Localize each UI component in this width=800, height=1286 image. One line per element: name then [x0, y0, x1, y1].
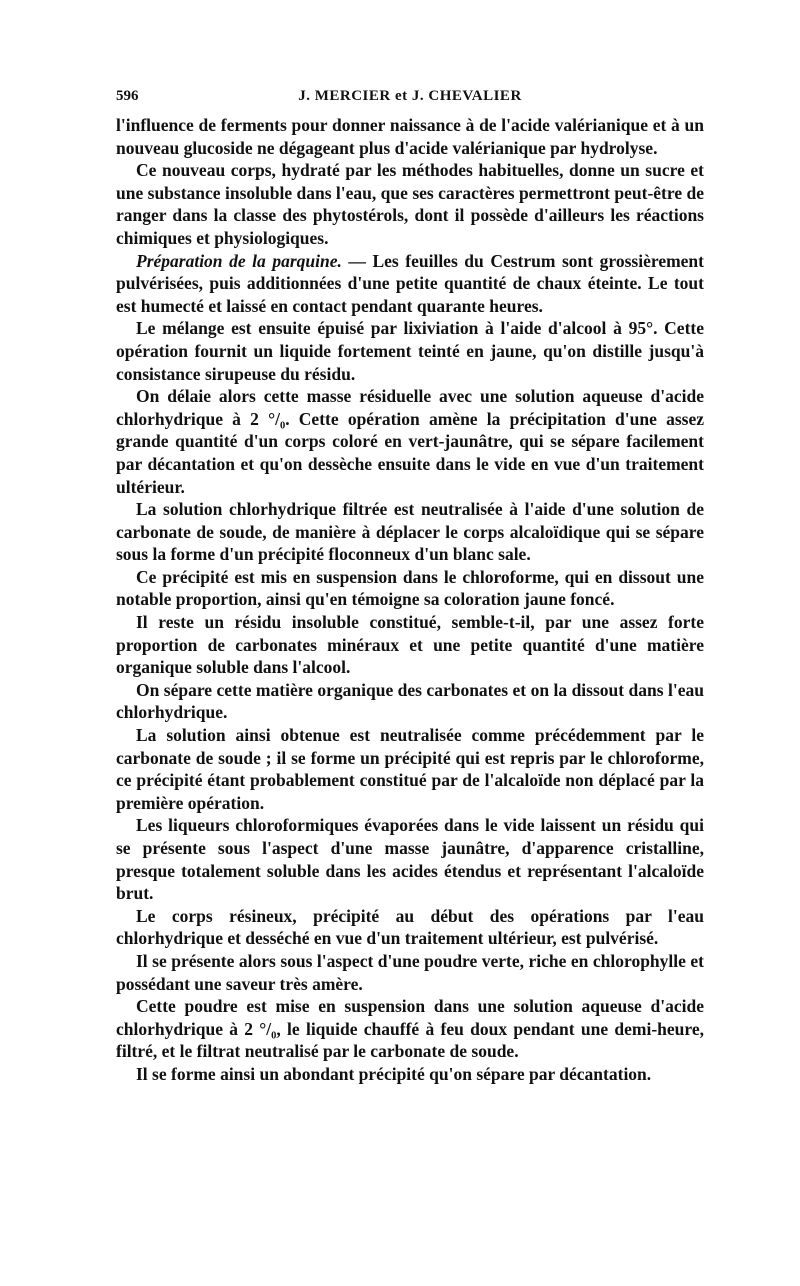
paragraph-15: [116, 1063, 704, 1086]
paragraph-text: l'influence de ferments pour donner naissance à de l'acide valérianique et à un nouveau glucoside ne dégageant plus d'acide valérianique par hydrolyse.: [116, 115, 704, 158]
paragraph-text: Le mélange est ensuite épuisé par lixiviation à l'aide d'alcool à 95°. Cette opération fournit un liquide fortement teinté en jaune, qu'on distille jusqu'à consistance sirupeuse du résidu.: [116, 318, 704, 384]
paragraph-4: [116, 317, 704, 385]
page-header: [116, 88, 704, 114]
paragraph-text: Cette poudre est mise en suspension dans une solution aqueuse d'acide chlorhydrique à 2 °/₀, le liquide chauffé à feu doux pendant une demi-heure, filtré, et le filtrat neutralisé par le carbonate de soude.: [116, 996, 704, 1062]
paragraph-2: [116, 159, 704, 249]
paragraph-14: [116, 995, 704, 1063]
paragraph-12: [116, 905, 704, 950]
page-number: 596: [116, 88, 139, 104]
paragraph-9: [116, 679, 704, 724]
paragraph-text: Il reste un résidu insoluble constitué, semble-t-il, par une assez forte proportion de carbonates minéraux et une petite quantité d'une matière organique soluble dans l'alcool.: [116, 612, 704, 678]
paragraph-1: [116, 114, 704, 159]
paragraph-3: [116, 250, 704, 318]
paragraph-text: On sépare cette matière organique des carbonates et on la dissout dans l'eau chlorhydrique.: [116, 679, 704, 723]
paragraph-text: On délaie alors cette masse résiduelle avec une solution aqueuse d'acide chlorhydrique à 2 °/₀. Cette opération amène la précipitation d'une assez grande quantité d'un corps coloré en vert-jaunâtre, qui se sépare facilement par décantation et qu'on dessèche ensuite dans le vide en vue d'un traitement ultérieur.: [116, 386, 704, 497]
paragraph-text: — Les feuilles du Cestrum sont grossièrement pulvérisées, puis additionnées d'une petite quantité de chaux éteinte. Le tout est humecté et laissé en contact pendant quarante heures.: [116, 250, 704, 316]
paragraph-6: [116, 498, 704, 566]
paragraph-10: [116, 724, 704, 814]
paragraph-5: [116, 385, 704, 498]
section-lead-italic: Préparation de la parquine.: [136, 250, 342, 271]
paragraph-text: La solution chlorhydrique filtrée est neutralisée à l'aide d'une solution de carbonate de soude, de manière à déplacer le corps alcaloïdique qui se sépare sous la forme d'un précipité floconneux d'un blanc sale.: [116, 499, 704, 565]
paragraph-text: La solution ainsi obtenue est neutralisée comme précédemment par le carbonate de soude ; il se forme un précipité qui est repris par le chloroforme, ce précipité étant probablement constitué par de l'alcaloïde non déplacé par la première opération.: [116, 725, 704, 813]
body-text: [116, 114, 704, 1086]
paragraph-text: Les liqueurs chloroformiques évaporées dans le vide laissent un résidu qui se présente sous l'aspect d'une masse jaunâtre, d'apparence cristalline, presque totalement soluble dans les acides étendus et représentant l'alcaloïde brut.: [116, 815, 704, 904]
paragraph-text: Il se forme ainsi un abondant précipité qu'on sépare par décantation.: [136, 1063, 652, 1084]
paragraph-text: Il se présente alors sous l'aspect d'une poudre verte, riche en chlorophylle et possédant une saveur très amère.: [116, 950, 704, 994]
paragraph-text: Ce nouveau corps, hydraté par les méthodes habituelles, donne un sucre et une substance insoluble dans l'eau, que ses caractères permettront peut-être de ranger dans la classe des phytostérols, dont il possède d'ailleurs les réactions chimiques et physiologiques.: [116, 160, 704, 248]
book-page: [116, 88, 704, 1086]
paragraph-13: [116, 950, 704, 995]
paragraph-8: [116, 611, 704, 679]
paragraph-11: [116, 814, 704, 904]
paragraph-7: [116, 566, 704, 611]
paragraph-text: Le corps résineux, précipité au début des opérations par l'eau chlorhydrique et desséché en vue d'un traitement ultérieur, est pulvérisé.: [116, 905, 704, 949]
paragraph-text: Ce précipité est mis en suspension dans le chloroforme, qui en dissout une notable proportion, ainsi qu'en témoigne sa coloration jaune foncé.: [116, 566, 704, 610]
running-head: J. MERCIER et J. CHEVALIER: [298, 88, 522, 104]
